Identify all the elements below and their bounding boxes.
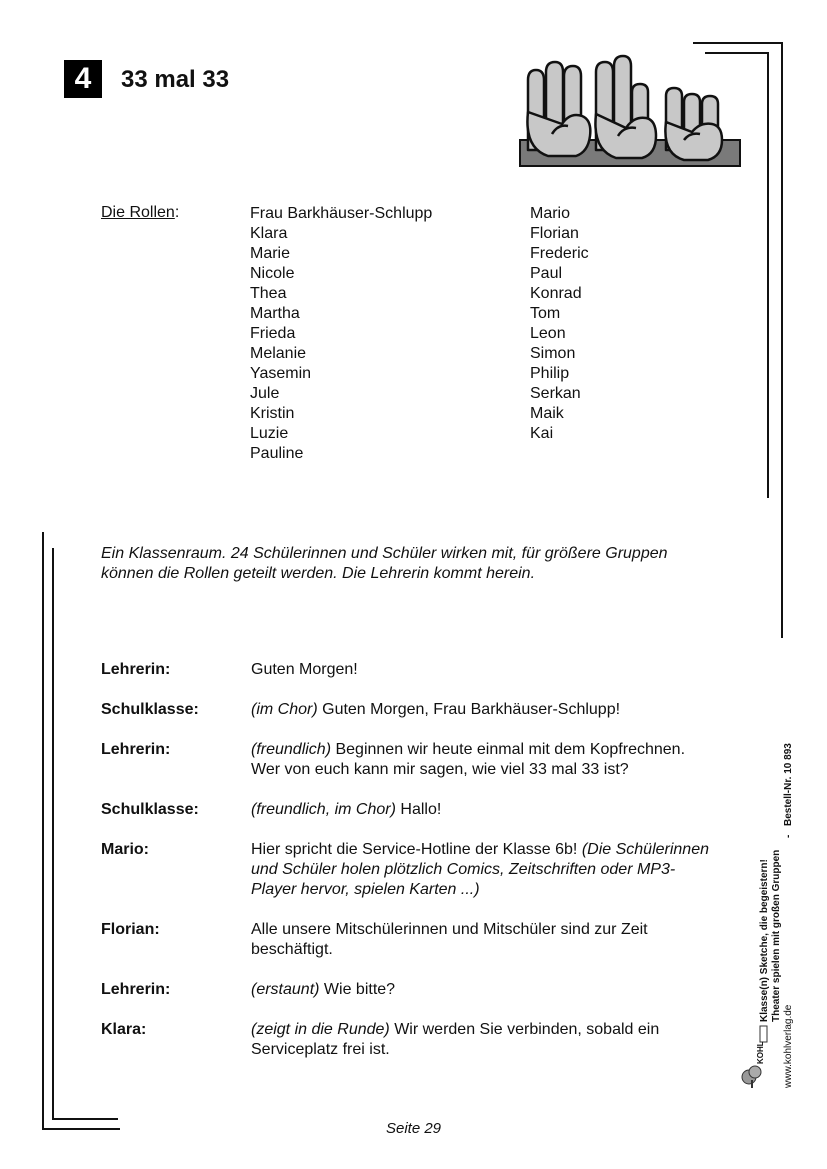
chapter-number-badge: 4 [64, 60, 102, 98]
roles-column-2 [530, 204, 589, 444]
three-hands-illustration [518, 52, 744, 170]
role-name: Leon [530, 325, 566, 342]
role-name: Simon [530, 345, 576, 362]
role-name: Marie [250, 245, 291, 262]
frame-top-line-inner [705, 52, 769, 54]
page-number: Seite 29 [385, 1120, 442, 1137]
dialog-speaker: Klara: [101, 1021, 147, 1038]
dialog-text: (freundlich, im Chor) Hallo! [251, 801, 442, 818]
role-name: Jule [250, 385, 280, 402]
role-name: Frieda [250, 325, 296, 342]
role-name: Philip [530, 365, 570, 382]
page-title: 33 mal 33 [121, 66, 230, 93]
dialog-speaker: Mario: [101, 841, 149, 858]
role-name: Martha [250, 305, 300, 322]
role-name: Klara [250, 225, 288, 242]
role-name: Melanie [250, 345, 307, 362]
dialog-text: (freundlich) Beginnen wir heute einmal mit dem Kopfrechnen. Wer von euch kann mir sagen, wie viel 33 mal 33 ist? [251, 741, 686, 778]
scene-intro: Ein Klassenraum. 24 Schülerinnen und Schüler wirken mit, für größere Gruppen können die Rollen geteilt werden. Die Lehrerin kommt herein. [101, 545, 668, 582]
role-name: Frau Barkhäuser-Schlupp [250, 205, 433, 222]
role-name: Mario [530, 205, 571, 222]
role-name: Luzie [250, 425, 289, 442]
role-name: Pauline [250, 445, 304, 462]
dialog-speaker: Lehrerin: [101, 741, 171, 758]
role-name: Kristin [250, 405, 295, 422]
dialog-speaker: Florian: [101, 921, 160, 938]
publisher-name: KOHL [756, 1041, 765, 1064]
dialog-text: (erstaunt) Wie bitte? [251, 981, 396, 998]
publisher-logo [740, 1024, 768, 1090]
dialog-text: (zeigt in die Runde) Wir werden Sie verbinden, sobald ein Serviceplatz frei ist. [251, 1021, 660, 1058]
dialog-speaker: Lehrerin: [101, 981, 171, 998]
frame-left-line-inner [52, 548, 54, 1118]
side-separator: - [783, 834, 794, 838]
role-name: Nicole [250, 265, 295, 282]
role-name: Konrad [530, 285, 582, 302]
role-name: Frederic [530, 245, 589, 262]
frame-right-line-outer [781, 42, 783, 638]
side-book-subtitle: Theater spielen mit großen Gruppen [771, 849, 782, 1022]
role-name: Paul [530, 265, 563, 282]
dialog-speaker: Lehrerin: [101, 661, 171, 678]
dialog-text: Guten Morgen! [251, 661, 358, 678]
roles-label: Die Rollen: [101, 204, 180, 221]
role-name: Tom [530, 305, 561, 322]
role-name: Maik [530, 405, 564, 422]
dialog-speaker: Schulklasse: [101, 701, 199, 718]
side-url: www.kohlverlag.de [783, 1004, 794, 1088]
role-name: Thea [250, 285, 287, 302]
side-book-title: Klasse(n) Sketche, die begeistern! [759, 859, 770, 1022]
role-name: Florian [530, 225, 579, 242]
roles-column-1 [250, 204, 432, 464]
role-name: Kai [530, 425, 554, 442]
frame-top-line-outer [693, 42, 783, 44]
frame-right-line-inner [767, 52, 769, 498]
role-name: Serkan [530, 385, 581, 402]
dialog-text: (im Chor) Guten Morgen, Frau Barkhäuser-Schlupp! [251, 701, 621, 718]
side-order-number: Bestell-Nr. 10 893 [783, 743, 794, 826]
role-name: Yasemin [250, 365, 312, 382]
dialog-text: Hier spricht die Service-Hotline der Klasse 6b! (Die Schülerinnen und Schüler holen plötzlich Comics, Zeitschriften oder MP3-Player hervor, spielen Karten ...) [251, 841, 709, 898]
frame-left-line-outer [42, 532, 44, 1130]
dialog-speaker: Schulklasse: [101, 801, 199, 818]
dialog-text: Alle unsere Mitschülerinnen und Mitschüler sind zur Zeit beschäftigt. [251, 921, 648, 958]
